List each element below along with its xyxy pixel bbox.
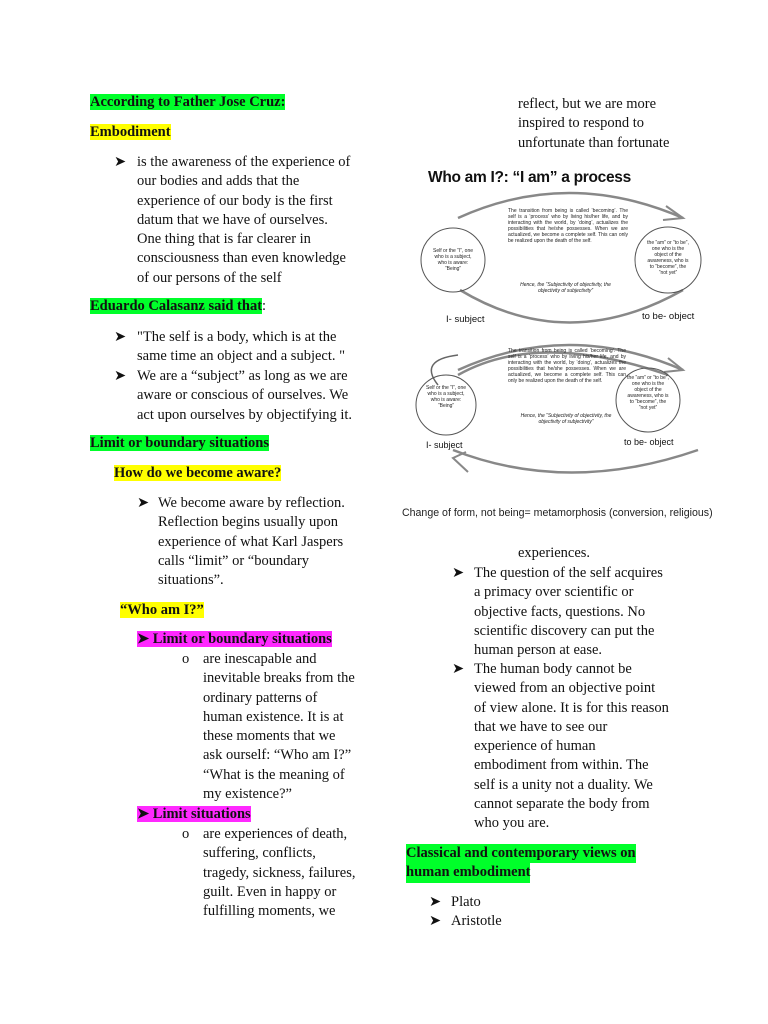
- line: scientific discovery can put the: [474, 622, 655, 639]
- line: of our persons of the self: [137, 269, 282, 286]
- line: “What is the meaning of: [203, 766, 345, 783]
- heading-father-jose-cruz: [90, 93, 285, 112]
- line: are experiences of death,: [203, 826, 348, 842]
- line: We become aware by reflection.: [158, 495, 345, 511]
- line: who you are.: [474, 815, 550, 832]
- line: are inescapable and: [203, 651, 317, 667]
- diagram-caption: Change of form, not being= metamorphosis (conversion, religious): [402, 507, 713, 519]
- sub-heading-limit-boundary: [137, 630, 332, 649]
- diagram-who-am-i-process: [398, 160, 736, 522]
- continued-experiences: experiences.: [518, 545, 591, 561]
- heading-who-am-i: [120, 601, 204, 620]
- line: guilt. Even in happy or: [203, 883, 337, 900]
- bullet-embodiment: [114, 153, 374, 288]
- heading-limit-boundary-text: Limit or boundary situations: [90, 435, 270, 451]
- list-item-aristotle-text: Aristotle: [451, 913, 502, 929]
- line: fulfilling moments, we: [203, 903, 336, 920]
- line: "The self is a body, which is at the: [137, 329, 337, 345]
- line: of view alone. It is for this reason: [474, 699, 669, 716]
- diagram-i-subject-label-2: I- subject: [426, 440, 463, 450]
- bullet-calasanz-quote: [114, 328, 374, 367]
- arrow-bullet-icon: ➤: [452, 565, 465, 581]
- heading-classical-views: [406, 844, 636, 883]
- line: aware or conscious of ourselves. We: [137, 387, 349, 404]
- heading-calasanz: [90, 297, 266, 316]
- line: experience of human: [474, 738, 596, 755]
- line: reflect, but we are more: [518, 96, 657, 112]
- diagram-hence-text-1: Hence, the “Subjectivity of objectivity, the objectivity of subjectivity”: [520, 282, 611, 294]
- line: suffering, conflicts,: [203, 845, 316, 862]
- line: We are a “subject” as long as we are: [137, 368, 348, 384]
- sub-heading-limit-boundary-text: Limit or boundary situations: [152, 631, 332, 647]
- bullet-human-body: [452, 660, 692, 834]
- heading-how-aware: [114, 464, 281, 483]
- heading-classical-views-line1: Classical and contemporary views on: [406, 844, 636, 863]
- arrow-bullet-icon: ➤: [137, 806, 153, 822]
- list-item-plato: [429, 893, 629, 912]
- arrow-bullet-icon: ➤: [429, 894, 442, 910]
- line: same time an object and a subject. ": [137, 348, 346, 365]
- line: embodiment from within. The: [474, 757, 649, 774]
- line: situations”.: [158, 572, 224, 589]
- diagram-center-text-1: The transition from being is called ‘becoming’. The self is a ‘process’ who by living his/her life, and by interacting with the world, by ‘doing’, actualizes the possibilities that he/she possesses. When we are actualized, we become a complete self. This can only be realized upon the death of the self.: [508, 208, 628, 244]
- sub-heading-limit-situations: [137, 805, 251, 824]
- line: these moments that we: [203, 728, 336, 745]
- line: self is a unity not a duality. We: [474, 776, 653, 793]
- arrow-bullet-icon: ➤: [137, 631, 153, 647]
- bullet-reflection: [137, 494, 377, 590]
- diagram-left-circle-text-1: Self or the “I”, one who is a subject, who is aware: “Being”: [432, 248, 474, 272]
- line: act upon ourselves by objectifying it.: [137, 406, 353, 423]
- line: inevitable breaks from the: [203, 670, 355, 687]
- line: The human body cannot be: [474, 661, 632, 677]
- diagram-right-circle-text-1: the “am” or “to be”, one who is the object of the awareness, who is to “become”, the “not yet”: [647, 240, 689, 276]
- arrow-bullet-icon: ➤: [114, 368, 127, 384]
- line: experience of what Karl Jaspers: [158, 533, 344, 550]
- heading-father-jose-cruz-text: According to Father Jose Cruz:: [90, 94, 286, 110]
- line: my existence?”: [203, 786, 292, 803]
- diagram-to-be-object-label-1: to be- object: [642, 311, 695, 322]
- line: objective facts, questions. No: [474, 603, 646, 620]
- list-item-aristotle: [429, 912, 629, 931]
- heading-calasanz-text: Eduardo Calasanz said that: [90, 298, 263, 314]
- arrow-bullet-icon: ➤: [137, 495, 150, 511]
- heading-limit-boundary: [90, 434, 269, 453]
- diagram-i-subject-label-1: I- subject: [446, 314, 485, 325]
- line: tragedy, sickness, failures,: [203, 864, 356, 881]
- heading-embodiment-text: Embodiment: [90, 124, 171, 140]
- line: is the awareness of the experience of: [137, 154, 351, 170]
- line: inspired to respond to: [518, 115, 645, 132]
- line: calls “limit” or “boundary: [158, 552, 309, 569]
- diagram-to-be-object-label-2: to be- object: [624, 437, 674, 447]
- diagram-title: Who am I?: “I am” a process: [428, 169, 631, 186]
- diagram-center-text-2: The transition from being is called ‘becoming’. The self is a ‘process’ who by living his/her life, and by interacting with the world, by ‘doing’, actualizes the possibilities that he/she possesses. When we are actualized, we become a complete self. This can only be realized upon the death of the self.: [508, 348, 626, 384]
- line: unfortunate than fortunate: [518, 134, 670, 151]
- arrow-bullet-icon: ➤: [114, 329, 127, 345]
- diagram-hence-text-2: Hence, the “Subjectivity of objectivity, the objectivity of subjectivity”: [520, 413, 612, 425]
- arrow-bullet-icon: ➤: [452, 661, 465, 677]
- line: cannot separate the body from: [474, 796, 650, 813]
- circle-bullet-icon: o: [182, 651, 190, 667]
- arrow-bullet-icon: ➤: [429, 913, 442, 929]
- line: Reflection begins usually upon: [158, 514, 339, 531]
- bullet-question-of-self: [452, 564, 692, 660]
- line: viewed from an objective point: [474, 680, 656, 697]
- diagram-left-circle-text-2: Self or the “I”, one who is a subject, who is aware: “Being”: [425, 385, 467, 409]
- heading-how-aware-text: How do we become aware?: [114, 465, 282, 481]
- arrow-bullet-icon: ➤: [114, 154, 127, 170]
- line: consciousness than even knowledge: [137, 250, 346, 267]
- line: human existence. It is at: [203, 708, 344, 725]
- circle-bullet-icon: o: [182, 826, 190, 842]
- bullet-embodiment-text: [137, 153, 374, 288]
- line: datum that we have of ourselves.: [137, 211, 328, 228]
- line: One thing that is far clearer in: [137, 231, 311, 248]
- line: ordinary patterns of: [203, 689, 318, 706]
- line: ask ourself: “Who am I?”: [203, 747, 352, 764]
- bullet-subject: [114, 367, 374, 425]
- continued-text-top: [518, 95, 718, 153]
- line: experience of our body is the first: [137, 192, 333, 209]
- heading-classical-views-line2: human embodiment: [406, 863, 530, 882]
- heading-who-am-i-text: “Who am I?”: [120, 602, 204, 618]
- heading-embodiment: [90, 123, 171, 142]
- line: a primacy over scientific or: [474, 584, 634, 601]
- sub-bullet-limit-situations: [182, 825, 382, 921]
- line: human person at ease.: [474, 642, 603, 659]
- diagram-right-circle-text-2: the “am” or “to be”, one who is the object of the awareness, who is to “become”, the “not yet”: [627, 375, 669, 411]
- sub-bullet-limit-boundary: [182, 650, 382, 804]
- line: that we have to see our: [474, 718, 608, 735]
- sub-heading-limit-situations-text: Limit situations: [152, 806, 251, 822]
- heading-calasanz-colon: :: [262, 298, 267, 314]
- line: The question of the self acquires: [474, 565, 663, 581]
- list-item-plato-text: Plato: [451, 894, 481, 910]
- line: our bodies and adds that the: [137, 173, 300, 190]
